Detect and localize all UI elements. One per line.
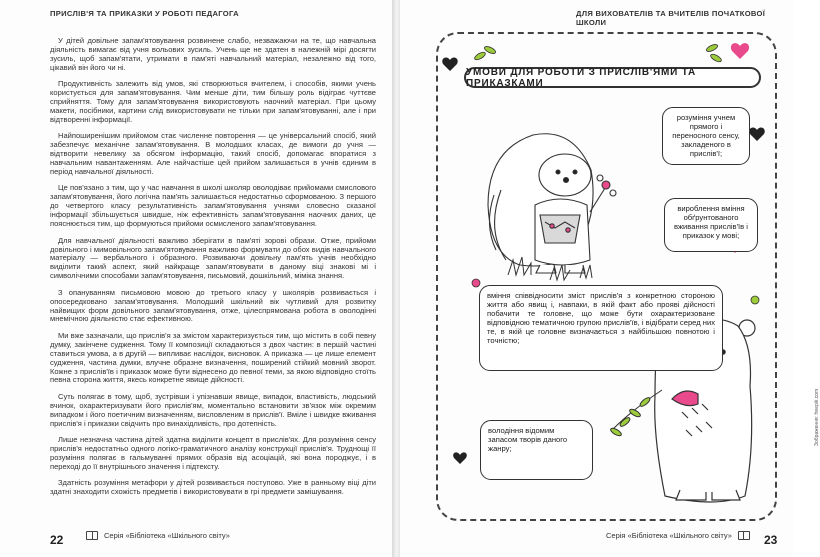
heart-icon (749, 127, 764, 141)
running-head-left: ПРИСЛІВ'Я ТА ПРИКАЗКИ У РОБОТІ ПЕДАГОГА (50, 9, 239, 18)
page-number-left: 22 (50, 533, 64, 547)
right-page (400, 0, 820, 557)
left-page (0, 0, 394, 557)
paragraph-2: Продуктивність залежить від умов, які створюються вчителем, і способів, якими учень користується для запам'ятовування. Чим менше діти, тим більшу роль відіграє чуттєве сприйняття. Тому для запам'ятовування використовують наочний матеріал. При цьому макети, посібники, картини слід використовувати не тільки при запам'ятовуванні, але і при відтворенні інформації. (50, 79, 376, 124)
heart-icon (442, 57, 457, 71)
condition-box-1: розуміння учнем прямого і переносного сенсу, закладеного в прислів'ї; (662, 107, 750, 165)
image-credit: Зображення: freepik.com (814, 388, 820, 446)
footer-series-left: Серія «Бібліотека «Шкільного світу» (104, 531, 230, 540)
footer-left (86, 531, 230, 540)
running-head-right: ДЛЯ ВИХОВАТЕЛІВ ТА ВЧИТЕЛІВ ПОЧАТКОВОЇ ШКОЛИ (576, 9, 766, 27)
condition-box-3: вміння співвідносити зміст прислів'я з конкретною стороною життя або явищ і, навпаки, в якій факт або прояві дійсності побачити те головне, що може бути охарактеризоване відповідною тематичною групою прислів'їв, і відібрати серед них те, в якій це головне визначається з найбільшою повнотою і точністю; (479, 285, 723, 371)
conditions-title: УМОВИ ДЛЯ РОБОТИ З ПРИСЛІВ'ЯМИ ТА ПРИКАЗКАМИ (464, 67, 761, 88)
paragraph-3: Найпоширенішим прийомом стає численне повторення — це універсальний спосіб, який забезпечує механічне запам'ятовування. В молодших класах, де вимоги до учня — відтворити невелику за обсягом інформацію, такий спосіб, допомагає впоратися з навчальним навантаженням. Але найчастіше цей прийом залишається в учнів єдиним в період навчальної діяльності. (50, 131, 376, 176)
branch-illustration (610, 390, 662, 437)
paragraph-7: Ми вже зазначали, що прислів'я за змістом характеризується тим, що містить в собі певну думку, закінчене судження. Тому її композиції складаються з двох частин: в першій частині ставиться умова, а в другій — випливає наслідок, висновок. А приказка — це лише елемент судження, частина думки, влучне образне визначення, поширений стійкий мовний зворот. Кожне з прислів'їв і приказок може бути віднесено до певної теми, за якою відповідно стоїть певна сторона життя, якесь конкретне явище дійсності. (50, 330, 376, 385)
heart-icon (453, 452, 467, 464)
paragraph-5: Для навчальної діяльності важливо зберігати в пам'яті зорові образи. Отже, прийоми довільного і мимовільного запам'ятовування важливо формувати до обох видів навчального матеріалу — вербального і образного. Розвиваючи довільну пам'ять учнів необхідно виділити такий аспект, який найкраще запам'ятовувати в даному віці знакові мі і символічними способами запам'ятовування, письмовий, дошкільний, міміка знання. (50, 235, 376, 281)
paragraph-8: Суть полягає в тому, щоб, зустрівши і упізнавши явище, випадок, властивість, людський вчинок, охарактеризувати його прислів'ям, моментально встановити зв'язок між окремим випадком і його поетичним визначенням, висловленим в прислів'ї. Вміле і швидке вживання прислів'я і приказки свідчить про винахідливість, про дотепність. (50, 391, 376, 428)
paragraph-1: У дітей довільне запам'ятовування розвинене слабо, незважаючи на те, що навчальна діяльність вимагає від учня вольових зусиль. Учень ще не здатен в належній мірі досягти зусиль, щоб запам'ятати, утримати в пам'яті навчальний матеріал, незалежно від того, цікавий він його чи ні. (50, 36, 376, 72)
book-icon (86, 531, 98, 540)
paragraph-6: З опануванням письмовою мовою до третього класу у школярів розвивається і опосередковано запам'ятовування. Молодший шкільний вік чутливий для розвитку найвищих форм довільного запам'ятовування, отже, цілеспрямована робота в оволодінні мнемічною діяльністю стає ефективною. (50, 287, 376, 324)
heart-icon (731, 43, 749, 59)
book-icon (738, 531, 750, 540)
body-text (50, 37, 376, 527)
footer-right (606, 531, 750, 540)
paragraph-4: Це пов'язано з тим, що у час навчання в школі школяр оволодіває прийомами смислового запам'ятовування, його логічна пам'ять залишається недостатньо сформованою. З першого до четвертого класу результативність запам'ятовування учнями словесно сказаної інформації збільшується швидше, ніж ефективність запам'ятовування наочних даних, це пояснюється тим, що формуються прийоми осмисленого запам'ятовування. (50, 183, 376, 229)
condition-box-4: володіння відомим запасом творів даного жанру; (480, 420, 593, 480)
paragraph-9: Лише незначна частина дітей здатна виділити концепт в прислів'ях. Для розуміння сенсу прислів'я недостатньо одного логіко-граматичного аналізу конструкції прислів'я. Труднощі її розуміння полягає в гальмуванні прямих образів від асоціацій, які вона породжує, і в переході до її внутрішнього значення і підтексту. (50, 435, 376, 471)
hedgehog-illustration (488, 134, 616, 273)
condition-box-2: вироблення вміння обґрунтованого вживання прислів'їв і приказок у мові; (664, 198, 758, 252)
paragraph-10: Здатність розуміння метафори у дітей розвивається поступово. Уже в ранньому віці діти здатні знаходити схожість предметів і використовувати в грі предмети замішування. (50, 478, 376, 497)
leaf-icon (474, 43, 723, 63)
footer-series-right: Серія «Бібліотека «Шкільного світу» (606, 531, 732, 540)
page-number-right: 23 (764, 533, 778, 547)
